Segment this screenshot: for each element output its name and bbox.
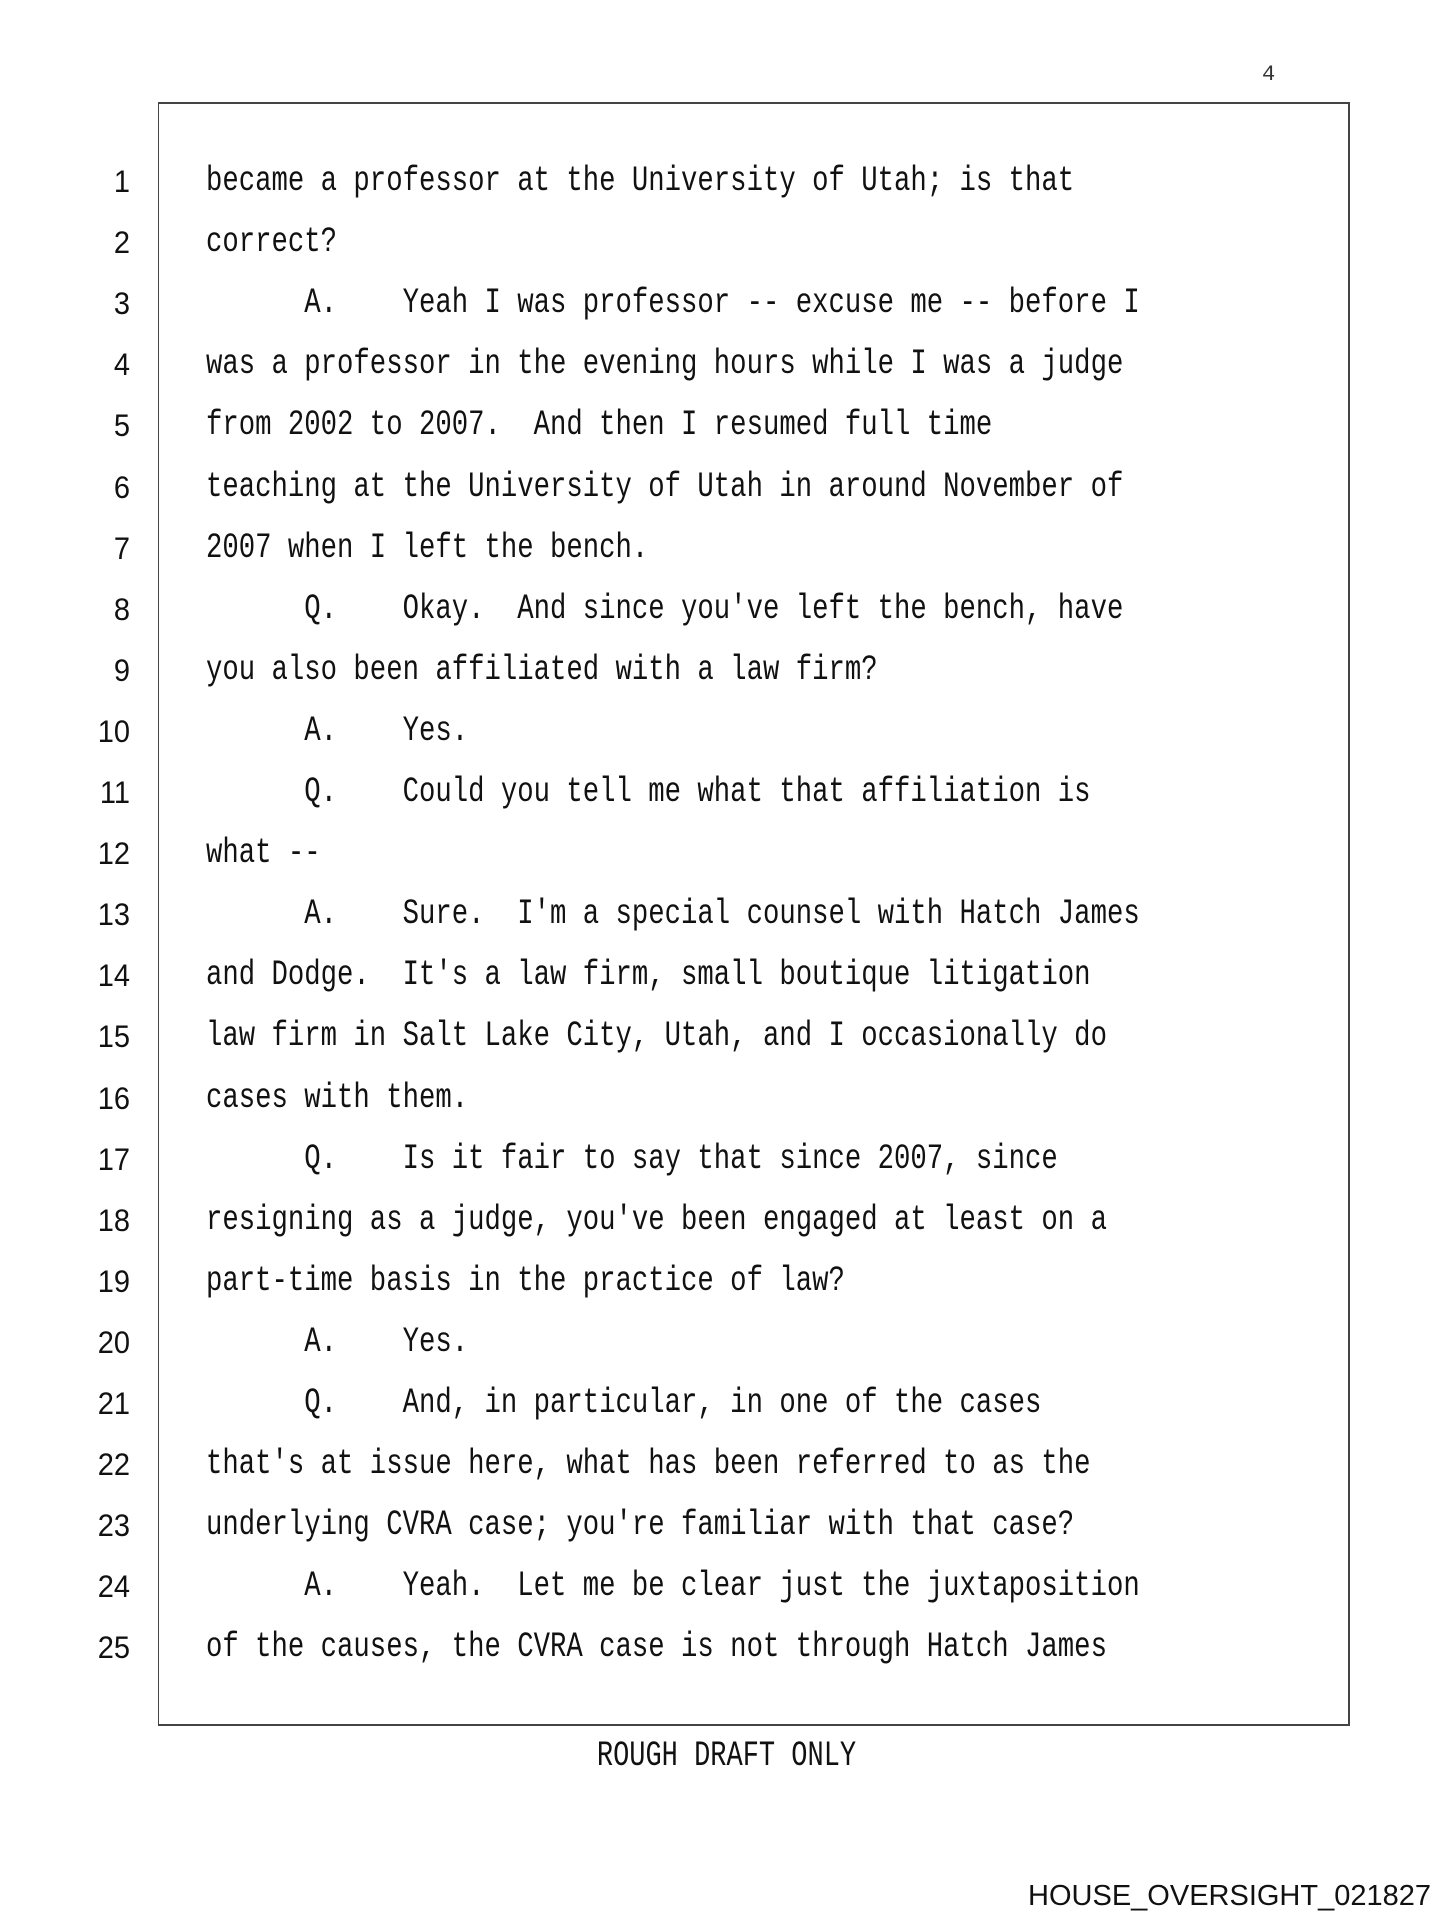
transcript-line: A. Yeah I was professor -- excuse me -- before I bbox=[206, 283, 1140, 324]
line-number: 15 bbox=[97, 1019, 130, 1055]
transcript-line: Q. Is it fair to say that since 2007, since bbox=[206, 1138, 1058, 1180]
line-number: 12 bbox=[97, 836, 130, 872]
transcript-line: became a professor at the University of Utah; is that bbox=[206, 161, 1075, 202]
transcript-line: cases with them. bbox=[206, 1077, 469, 1119]
transcript-line: resigning as a judge, you've been engaged at least on a bbox=[206, 1200, 1107, 1241]
transcript-line: law firm in Salt Lake City, Utah, and I occasionally do bbox=[206, 1016, 1107, 1058]
page-number: 4 bbox=[1262, 62, 1276, 87]
line-number: 22 bbox=[97, 1447, 130, 1483]
transcript-line: Q. Could you tell me what that affiliation is bbox=[206, 772, 1091, 813]
line-number: 6 bbox=[113, 469, 130, 506]
line-number: 25 bbox=[97, 1630, 130, 1666]
line-number: 9 bbox=[113, 653, 130, 689]
line-number: 19 bbox=[97, 1264, 130, 1300]
transcript-line: from 2002 to 2007. And then I resumed full time bbox=[206, 405, 993, 447]
transcript-line: of the causes, the CVRA case is not through Hatch James bbox=[206, 1627, 1107, 1669]
line-number: 3 bbox=[113, 286, 130, 322]
transcript-line: teaching at the University of Utah in around November of bbox=[206, 466, 1124, 508]
line-number: 18 bbox=[97, 1203, 130, 1239]
transcript-line: was a professor in the evening hours while I was a judge bbox=[206, 344, 1124, 385]
line-number: 24 bbox=[97, 1569, 130, 1605]
line-number: 17 bbox=[97, 1141, 130, 1178]
transcript-line: correct? bbox=[206, 222, 338, 263]
transcript-line: underlying CVRA case; you're familiar with that case? bbox=[206, 1505, 1075, 1546]
line-number: 2 bbox=[113, 225, 130, 261]
line-number: 7 bbox=[113, 530, 130, 567]
transcript-line: you also been affiliated with a law firm? bbox=[206, 650, 878, 691]
draft-footer: ROUGH DRAFT ONLY bbox=[596, 1737, 857, 1777]
line-number: 21 bbox=[97, 1386, 130, 1422]
line-number: 1 bbox=[113, 164, 130, 200]
transcript-line: what -- bbox=[206, 833, 321, 874]
line-number: 11 bbox=[99, 775, 130, 811]
transcript-line: Q. Okay. And since you've left the bench, have bbox=[206, 589, 1124, 630]
line-number: 8 bbox=[113, 592, 130, 628]
transcript-line: A. Yes. bbox=[206, 711, 469, 752]
transcript-line: 2007 when I left the bench. bbox=[206, 527, 649, 569]
line-number: 13 bbox=[97, 897, 130, 933]
line-number: 4 bbox=[113, 347, 130, 383]
line-number: 20 bbox=[97, 1325, 130, 1361]
line-number: 14 bbox=[97, 958, 130, 994]
transcript-line: Q. And, in particular, in one of the cases bbox=[206, 1383, 1042, 1424]
line-number: 5 bbox=[113, 408, 130, 444]
transcript-line: part-time basis in the practice of law? bbox=[206, 1261, 845, 1302]
bates-number: HOUSE_OVERSIGHT_021827 bbox=[1028, 1880, 1431, 1912]
line-number: 23 bbox=[97, 1508, 130, 1544]
transcript-line: A. Yeah. Let me be clear just the juxtaposition bbox=[206, 1566, 1140, 1607]
line-number: 16 bbox=[97, 1080, 130, 1117]
transcript-line: A. Yes. bbox=[206, 1322, 469, 1363]
transcript-line: and Dodge. It's a law firm, small boutique litigation bbox=[206, 955, 1091, 996]
transcript-line: A. Sure. I'm a special counsel with Hatch James bbox=[206, 894, 1140, 935]
line-number: 10 bbox=[97, 714, 130, 750]
transcript-line: that's at issue here, what has been referred to as the bbox=[206, 1444, 1091, 1485]
